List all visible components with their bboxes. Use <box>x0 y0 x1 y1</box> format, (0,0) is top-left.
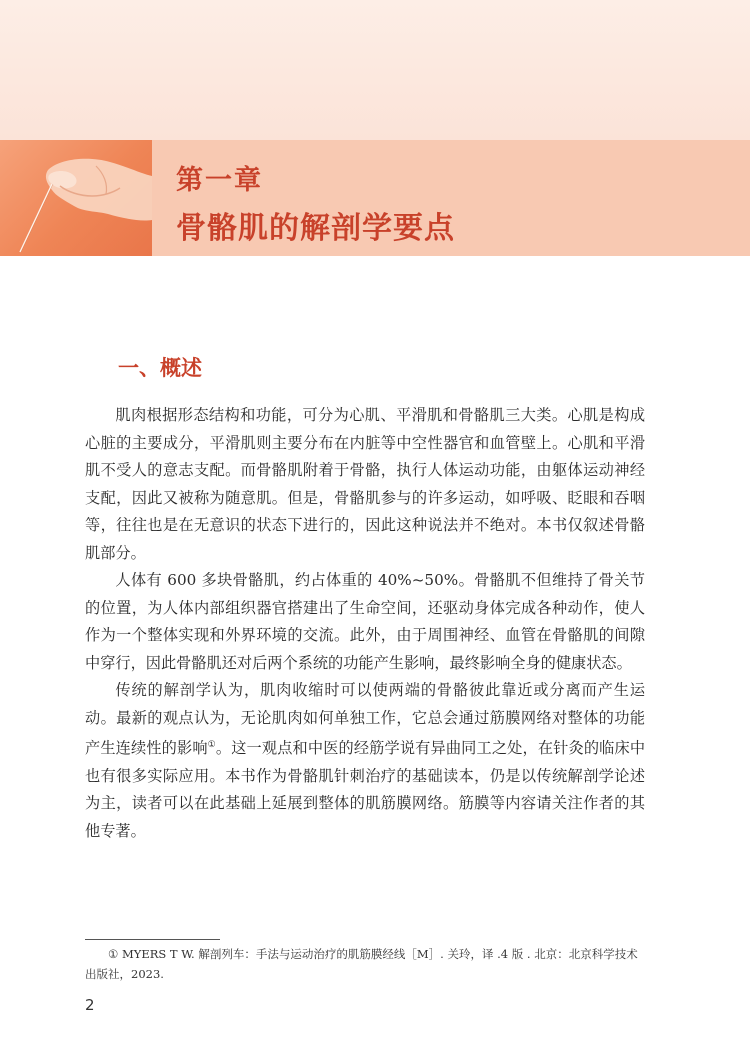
body-text <box>85 402 645 845</box>
footnote-reference[interactable]: ① <box>207 740 216 750</box>
chapter-number: 第一章 <box>176 165 263 196</box>
hand-needle-photo <box>0 140 152 256</box>
page-number: 2 <box>85 996 95 1014</box>
footnote-divider <box>85 939 220 940</box>
hand-needle-illustration <box>0 140 152 256</box>
chapter-title: 骨骼肌的解剖学要点 <box>176 211 455 246</box>
paragraph-text: 。这一观点和中医的经筋学说有异曲同工之处，在针灸的临床中也有很多实际应用。本书作为骨骼肌针刺治疗的基础读本，仍是以传统解剖学论述为主，读者可以在此基础上延展到整体的肌筋膜网络。筋膜等内容请关注作者的其他专著。 <box>85 739 646 840</box>
footnote: ① MYERS T W. 解剖列车：手法与运动治疗的肌筋膜经线［M］. 关玲，译 .4 版 . 北京：北京科学技术出版社，2023. <box>85 947 638 981</box>
section-heading: 一、概述 <box>118 356 202 380</box>
paragraph: 人体有 600 多块骨骼肌，约占体重的 40%~50%。骨骼肌不但维持了骨关节的位置，为人体内部组织器官搭建出了生命空间，还驱动身体完成各种动作，使人作为一个整体实现和外界环境的交流。此外，由于周围神经、血管在骨骼肌的间隙中穿行，因此骨骼肌还对后两个系统的功能产生影响，最终影响全身的健康状态。 <box>85 571 645 672</box>
paragraph <box>85 677 645 845</box>
paragraph: 肌肉根据形态结构和功能，可分为心肌、平滑肌和骨骼肌三大类。心肌是构成心脏的主要成分，平滑肌则主要分布在内脏等中空性器官和血管壁上。心肌和平滑肌不受人的意志支配。而骨骼肌附着于骨骼，执行人体运动功能，由躯体运动神经支配，因此又被称为随意肌。但是，骨骼肌参与的许多运动，如呼吸、眨眼和吞咽等，往往也是在无意识的状态下进行的，因此这种说法并不绝对。本书仅叙述骨骼肌部分。 <box>85 406 645 562</box>
paragraph-text: 传统的解剖学认为，肌肉收缩时可以使两端的骨骼彼此靠近或分离而产生运动。最新的观点认为，无论肌肉如何单独工作，它总会通过筋膜网络对整体的功能产生连续性的影响 <box>85 681 645 757</box>
header-top-band <box>0 0 750 140</box>
